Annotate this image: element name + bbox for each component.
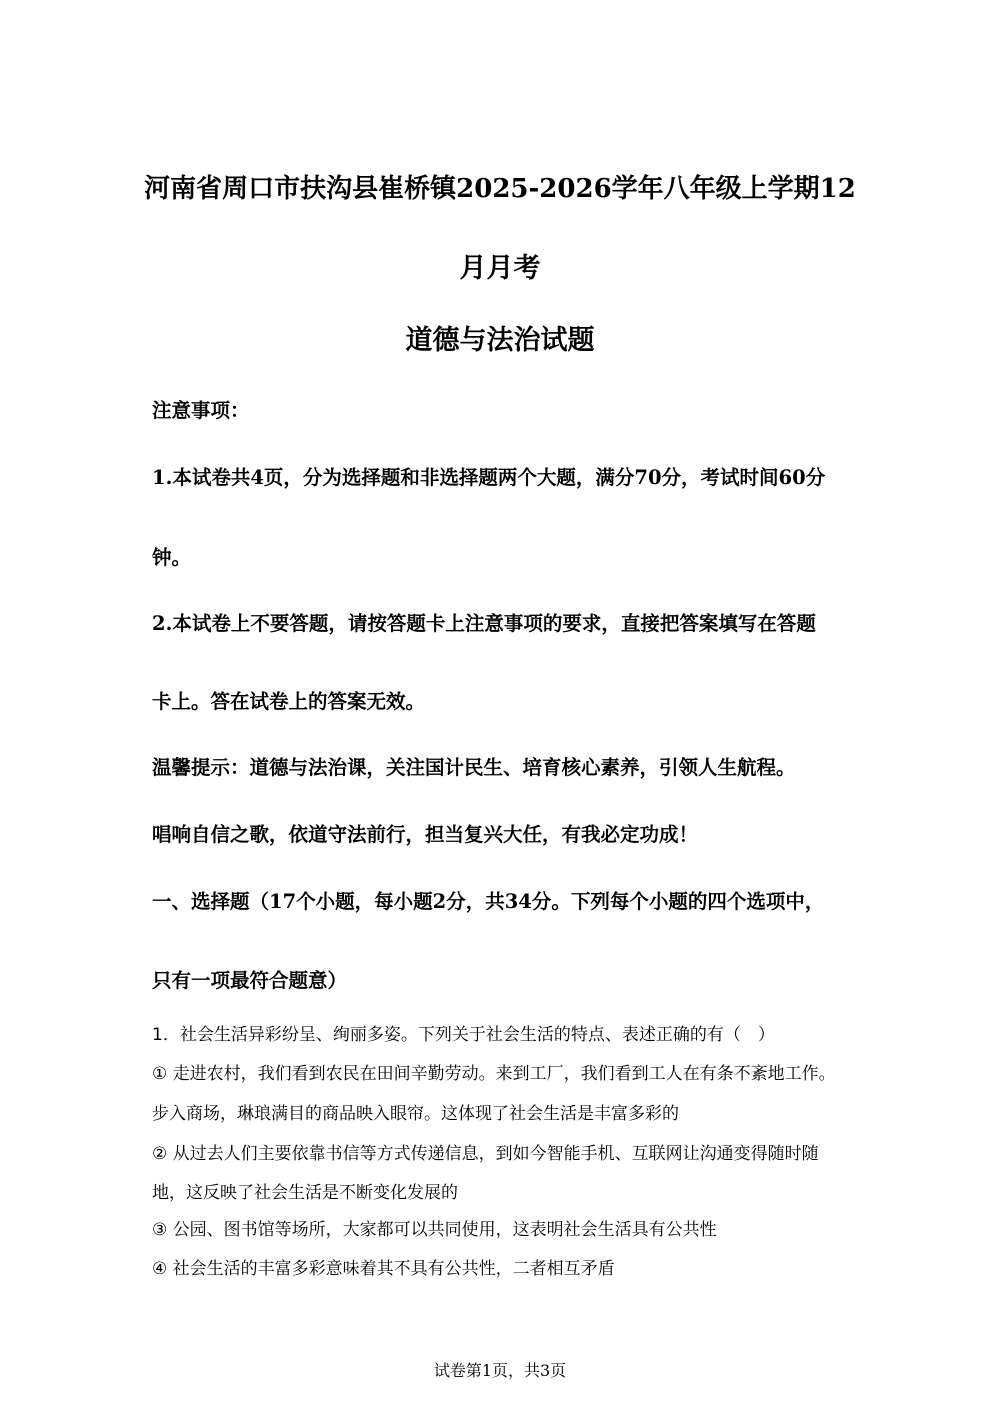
- notice-item-1-line2: 钟。: [152, 546, 192, 569]
- tip-line2: 唱响自信之歌，依道守法前行，担当复兴大任，有我必定功成！: [152, 823, 699, 846]
- question-1-option-2-line1: ② 从过去人们主要依靠书信等方式传递信息，到如今智能手机、互联网让沟通变得随时随: [152, 1144, 819, 1164]
- question-1-option-1-line1: ① 走进农村，我们看到农民在田间辛勤劳动。来到工厂，我们看到工人在有条不紊地工作。: [152, 1064, 836, 1084]
- notice-item-1-line1: 1.本试卷共4页，分为选择题和非选择题两个大题，满分70分，考试时间60分: [152, 466, 826, 489]
- tip-line1: 温馨提示：道德与法治课，关注国计民生、培育核心素养，引领人生航程。: [152, 756, 796, 779]
- question-1-option-4: ④ 社会生活的丰富多彩意味着其不具有公共性，二者相互矛盾: [152, 1259, 615, 1279]
- exam-title-line1: 河南省周口市扶沟县崔桥镇2025-2026学年八年级上学期12: [144, 174, 856, 204]
- question-1-option-3: ③ 公园、图书馆等场所，大家都可以共同使用，这表明社会生活具有公共性: [152, 1220, 717, 1240]
- exam-title-line2: 月月考: [459, 253, 541, 284]
- question-1-option-1-line2: 步入商场，琳琅满目的商品映入眼帘。这体现了社会生活是丰富多彩的: [152, 1104, 679, 1124]
- section-heading-line2: 只有一项最符合题意）: [152, 969, 348, 992]
- question-1-option-2-line2: 地，这反映了社会生活是不断变化发展的: [152, 1183, 458, 1203]
- page-footer: 试卷第1页，共3页: [433, 1361, 567, 1380]
- notice-item-2-line1: 2.本试卷上不要答题，请按答题卡上注意事项的要求，直接把答案填写在答题: [152, 612, 816, 635]
- exam-subject-title: 道德与法治试题: [405, 325, 595, 356]
- section-heading-line1: 一、选择题（17个小题，每小题2分，共34分。下列每个小题的四个选项中，: [152, 890, 825, 913]
- notice-heading: 注意事项：: [152, 399, 250, 422]
- question-1-stem: 1．社会生活异彩纷呈、绚丽多姿。下列关于社会生活的特点、表述正确的有（ ）: [152, 1025, 775, 1045]
- notice-item-2-line2: 卡上。答在试卷上的答案无效。: [152, 690, 426, 713]
